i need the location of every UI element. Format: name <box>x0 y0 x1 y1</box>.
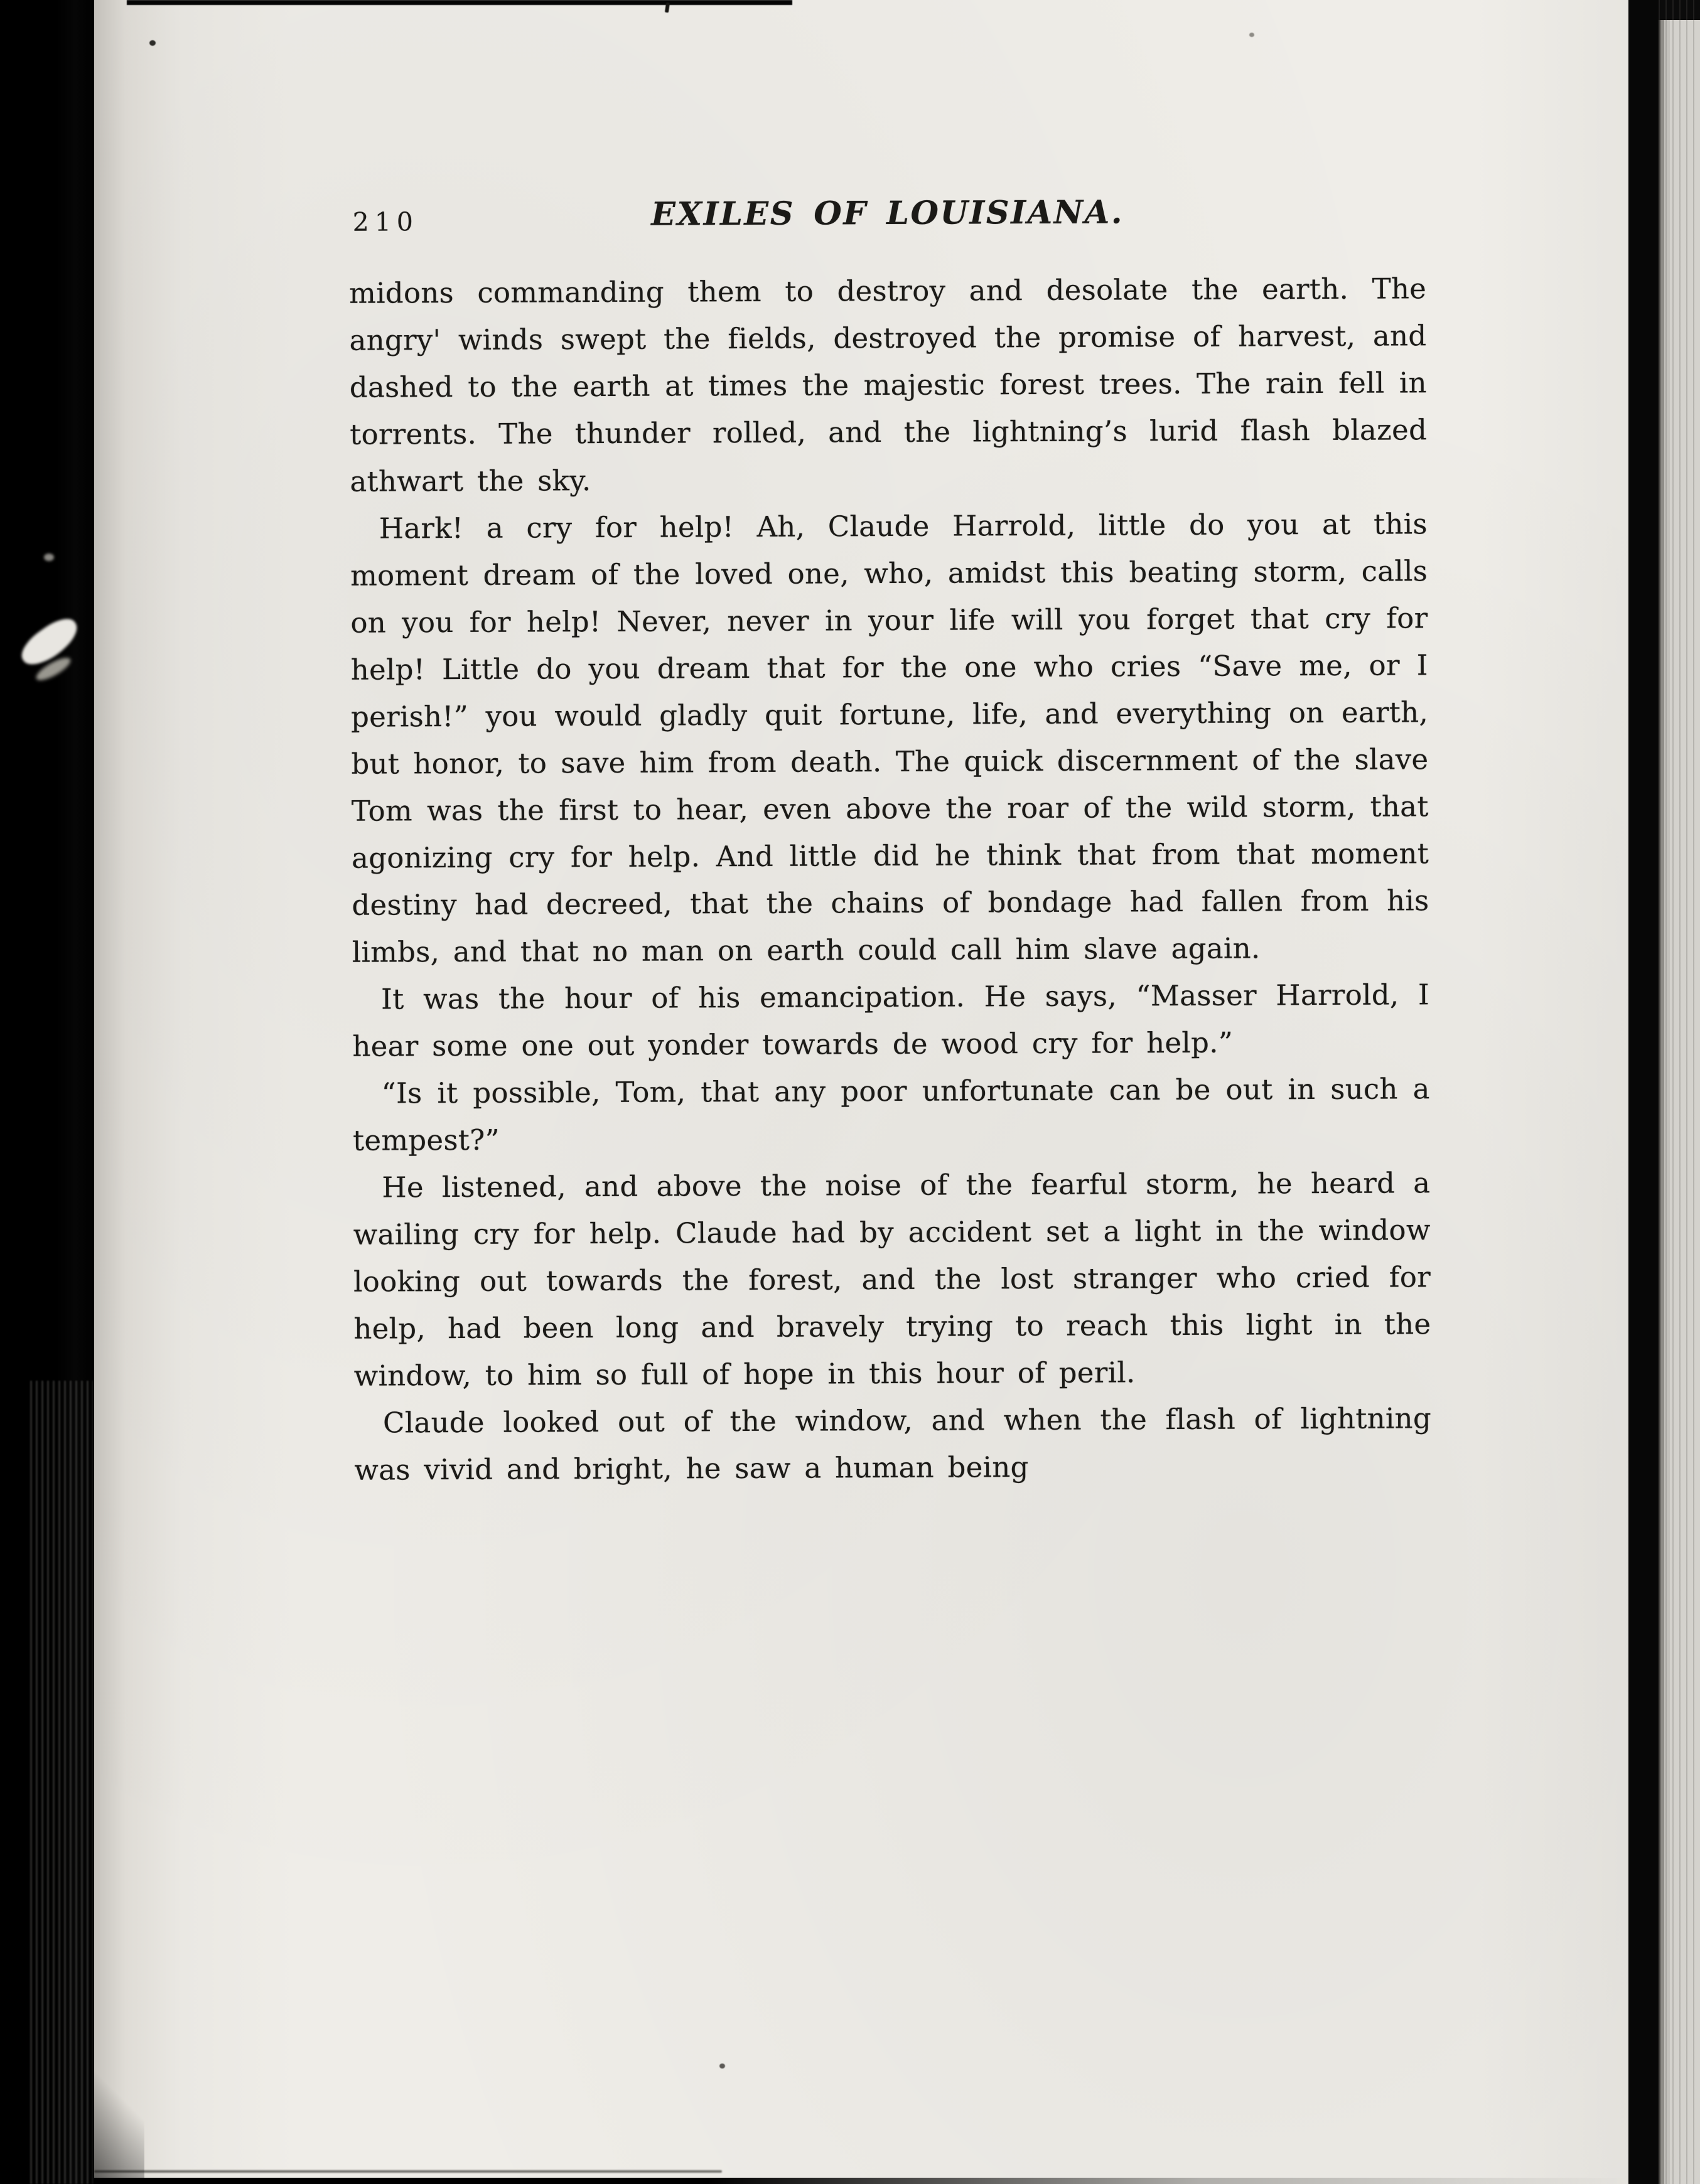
scan-left-edge <box>0 0 94 2184</box>
scan-speck <box>719 2064 725 2069</box>
scan-speck <box>665 3 670 13</box>
paragraph-3: It was the hour of his emancipation. He says, “Masser Harrold, I hear some one out yonder towards de wood cry for help.” <box>352 978 1430 1063</box>
paragraph-4: “Is it possible, Tom, that any poor unfortunate can be out in such a tempest?” <box>352 1072 1430 1157</box>
scan-speck <box>1249 33 1254 37</box>
scan-speck <box>149 40 156 46</box>
paragraph-6: Claude looked out of the window, and when the flash of lightning was vivid and bright, he saw a human being <box>354 1401 1432 1487</box>
running-title: EXILES OF LOUISIANA. <box>651 193 1124 233</box>
adjacent-page-edge <box>1659 0 1700 2184</box>
paragraph-5: He listened, and above the noise of the fearful storm, he heard a wailing cry for help. Claude had by accident set a light in the window looking out towards the forest, and the lost stranger who cried for help, had been long and bravely trying to reach this light in the window, to him so full of hope in this hour of peril. <box>353 1166 1431 1393</box>
paragraph-2: Hark! a cry for help! Ah, Claude Harrold, little do you at this moment dream of the loved one, who, amidst this beating storm, calls on you for help! Never, never in your life will you forget that cry for help! Little do you dream that for the one who cries “Save me, or I perish!” you would gladly quit fortune, life, and everything on earth, but honor, to save him from death. The quick discernment of the slave Tom was the first to hear, even above the roar of the wild storm, that agonizing cry for help. And little did he think that from that moment destiny had decreed, that the chains of bondage had fallen from his limbs, and that no man on earth could call him slave again. <box>350 507 1429 969</box>
page-header <box>349 192 1426 254</box>
scan-bottom-line <box>94 2170 722 2173</box>
page-body <box>349 265 1431 1493</box>
scan-corner-shadow <box>94 2071 144 2184</box>
scan-top-shadow <box>127 0 792 5</box>
page-number: 210 <box>352 206 419 237</box>
book-page <box>94 0 1628 2184</box>
paragraph-1: midons commanding them to destroy and desolate the earth. The angry' winds swept the fields, destroyed the promise of harvest, and dashed to the earth at times the majestic forest trees. The rain fell in torrents. The thunder rolled, and the lightning’s lurid flash blazed athwart the sky. <box>349 272 1428 498</box>
scan-bottom-edge <box>94 2178 1628 2184</box>
scan-edge-streaks <box>30 1381 93 2184</box>
scan-artifact-dot <box>44 554 54 561</box>
page-content <box>349 192 1432 1493</box>
